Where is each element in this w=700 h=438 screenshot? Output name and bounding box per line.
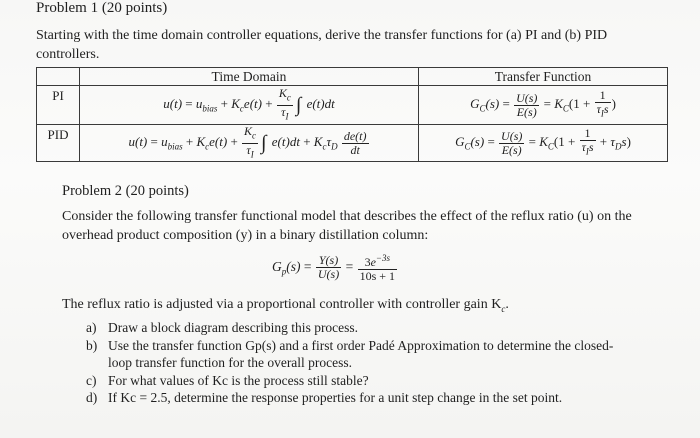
problem2-title: Problem 2 (20 points) xyxy=(62,183,189,199)
controller-gain-text: The reflux ratio is adjusted via a proportional controller with controller gain K xyxy=(62,297,502,312)
problem2-intro: Consider the following transfer functional model that describes the effect of the reflux ratio (u) on the overhead product composition (y) in a binary distillation column: xyxy=(62,209,632,243)
pid-transfer-function-equation: $G_C(s)$ = $\frac{U(s)}{E(s)}$ = $K_C(1$ + $\frac{1}{\tau_Is}$ + $\tau_Ds$) xyxy=(419,125,668,162)
task-text: For what values of Kc is the process still stable? xyxy=(108,372,369,388)
task-mark: a) xyxy=(86,320,97,335)
task-text: Draw a block diagram describing this process. xyxy=(108,320,359,335)
task-mark: d) xyxy=(86,390,98,405)
problem1-intro: Starting with the time domain controller equations, derive the transfer functions for (a) PI and (b) PID controllers. xyxy=(36,28,608,62)
pi-transfer-function-equation: $G_C(s)$ = $\frac{U(s)}{E(s)}$ = $K_C(1$ + $\frac{1}{\tau_Is}$ ) xyxy=(419,86,668,125)
task-mark: c) xyxy=(86,372,97,388)
controller-table xyxy=(36,67,668,162)
problem1-title: Problem 1 (20 points) xyxy=(36,0,168,16)
table-header-transfer-function: Transfer Function xyxy=(419,68,668,86)
list-item xyxy=(86,319,626,337)
table-header-time-domain: Time Domain xyxy=(80,68,419,86)
task-text: If Kc = 2.5, determine the response properties for a unit step change in the set point. xyxy=(108,390,563,405)
list-item xyxy=(86,389,626,407)
row-label-pid: PID xyxy=(37,125,80,162)
table-header-row xyxy=(37,68,668,86)
pi-time-domain-equation: $u(t) = u_{bias} + K_ce(t)$ + $\frac{K_c}{\tau_I}$ ∫ e(t)dt xyxy=(80,86,419,125)
row-label-pi: PI xyxy=(37,86,80,125)
pid-time-domain-equation: $u(t) = u_{bias} + K_ce(t)$ + $\frac{K_c}{\tau_I}$ ∫ $e(t)dt + K_c\tau_D$ $\frac{de(t)}{dt}$ xyxy=(80,125,419,162)
process-transfer-function: $G_p(s)$ = $\frac{Y(s)}{U(s)}$ = $\frac{3e^{-3s}}{10s + 1}$ xyxy=(272,253,396,283)
list-item xyxy=(86,372,626,390)
table-row xyxy=(37,125,668,162)
controller-gain-sentence: The reflux ratio is adjusted via a proportional controller with controller gain $K_c$. xyxy=(62,297,509,314)
task-text: Use the transfer function Gp(s) and a first order Padé Approximation to determine the closed-loop transfer function for the overall process. xyxy=(108,337,614,370)
list-item xyxy=(86,337,626,372)
table-header-blank xyxy=(37,68,80,86)
task-list xyxy=(86,319,626,407)
task-mark: b) xyxy=(86,337,98,353)
table-row xyxy=(37,86,668,125)
